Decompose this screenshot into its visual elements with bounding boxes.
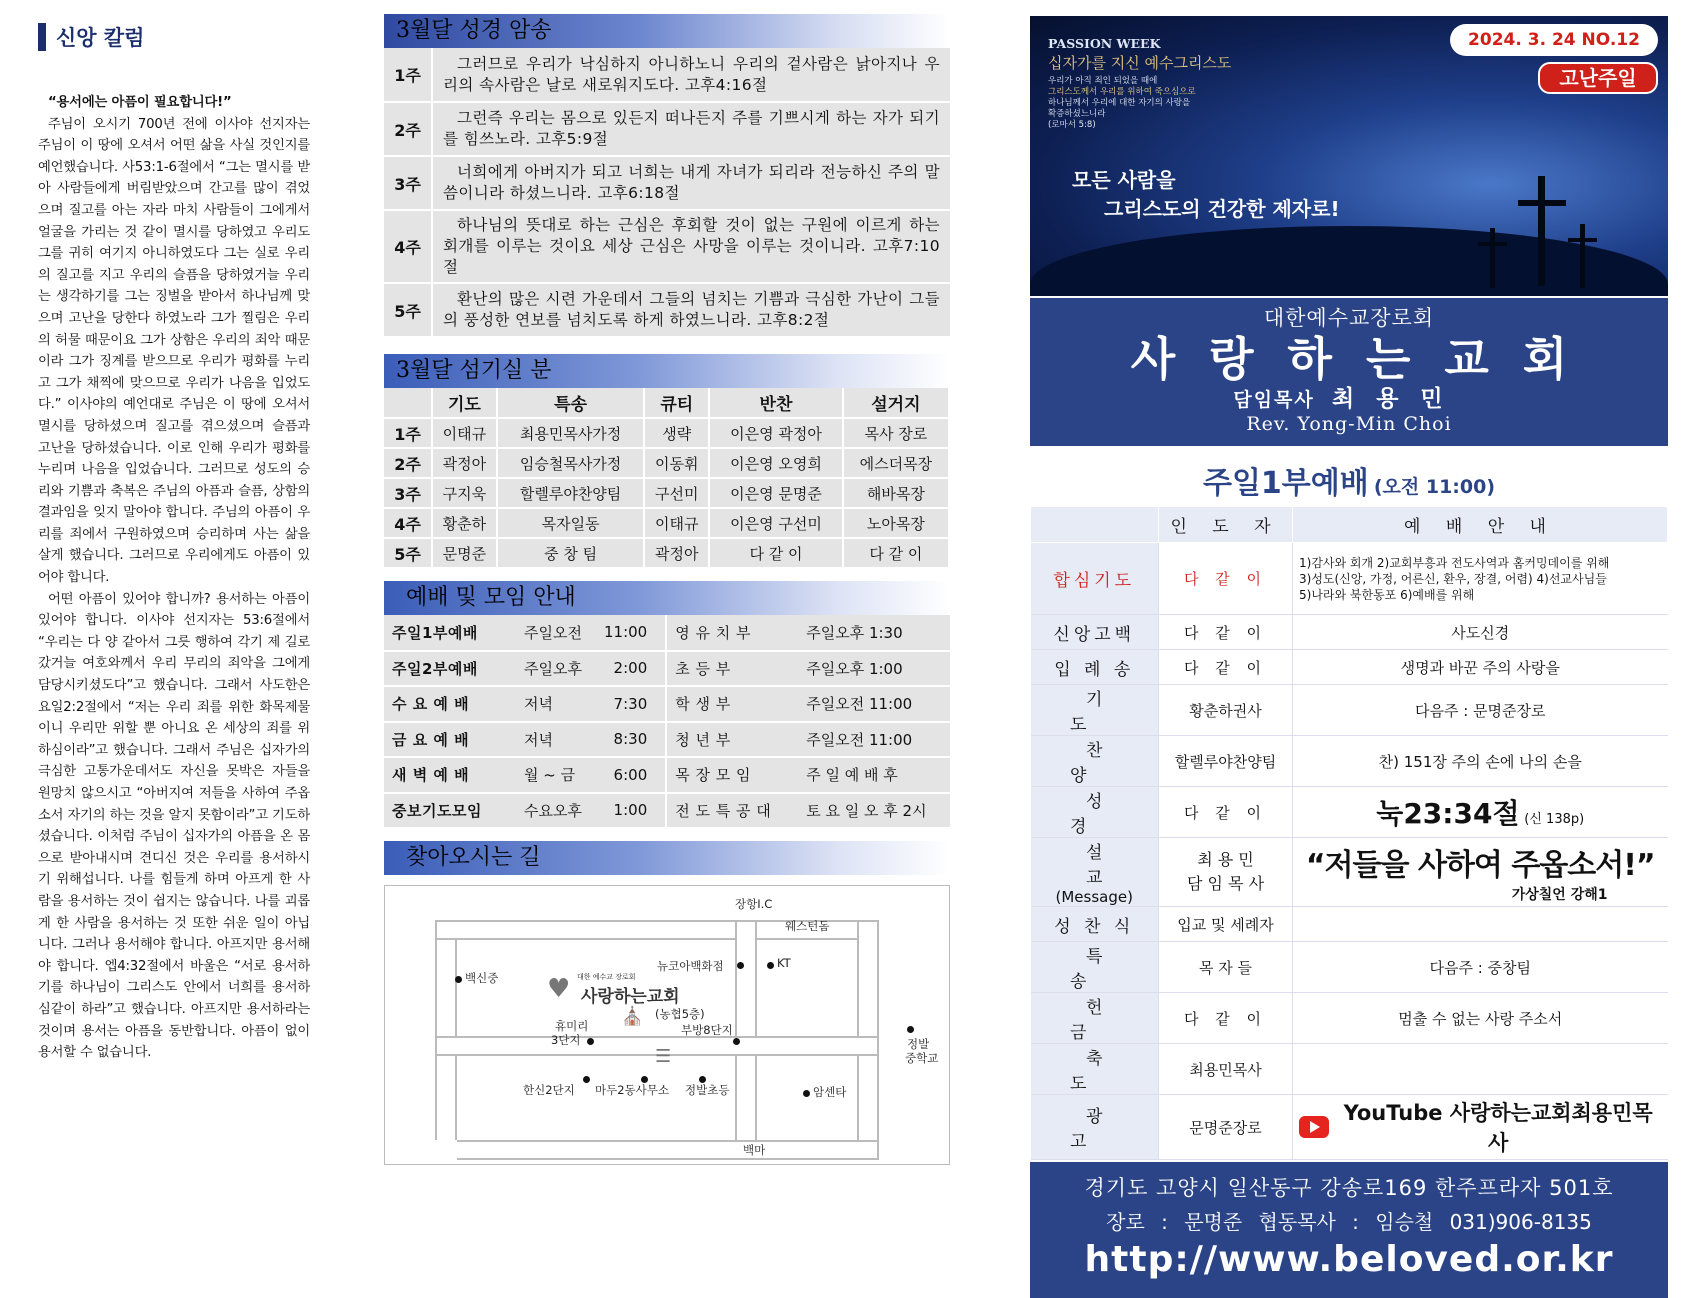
verses-heading: 3월달 성경 암송 [384,14,950,48]
map-label: 웨스턴돔 [785,919,830,933]
duty-cell: 생략 [644,418,709,448]
order-leader: 최용민목사 [1159,1044,1293,1095]
order-item: 설교 (Message) [1031,838,1159,907]
week-label: 5주 [384,283,432,337]
issue-date: 2024. 3. 24 NO.12 [1450,24,1658,56]
table-row [384,651,950,687]
meeting-time: 7:30 [596,686,666,722]
order-item: 특송 [1031,942,1159,993]
duty-cell: 해바목장 [843,478,949,508]
order-guide: 다음주 : 문명준장로 [1293,685,1668,736]
dept-name: 목 장 모 임 [666,757,798,793]
meeting-day: 저녁 [516,686,596,722]
table-row [384,418,949,448]
duty-cell: 에스더목장 [843,448,949,478]
dept-time: 주일오전 11:00 [798,722,950,758]
map-marker [737,962,744,969]
duty-cell: 곽정아 [432,448,497,478]
map-marker [733,1038,740,1045]
map-label: 장항I.C [735,897,773,911]
map-label: 휴미리 [555,1019,589,1033]
map-marker [455,976,462,983]
passion-week-label: PASSION WEEK [1048,36,1161,51]
duty-cell: 노아목장 [843,508,949,538]
dept-name: 전 도 특 공 대 [666,793,798,829]
order-leader: 다 같 이 [1159,543,1293,615]
order-leader: 다 같 이 [1159,650,1293,685]
hill-silhouette [1030,226,1668,296]
map-label: 정발 [907,1037,930,1051]
map-road [435,1140,879,1160]
map-marker [803,1090,810,1097]
table-row [384,508,949,538]
map-label: 3단지 [551,1033,581,1047]
meeting-day: 월 ~ 금 [516,757,596,793]
verse-text: 그런즉 우리는 몸으로 있든지 떠나든지 주를 기쁘시게 하는 자가 되기를 힘쓰노라. 고후5:9절 [432,102,950,156]
church-banner [1030,298,1668,446]
order-of-worship [1030,506,1668,1160]
table-row [1031,615,1668,650]
verse-text: 너희에게 아버지가 되고 너희는 내게 자녀가 되리라 전능하신 주의 말씀이니라 하셨느니라. 고후6:18절 [432,156,950,210]
order-item: 입 례 송 [1031,650,1159,685]
table-row [1031,787,1668,838]
sermon-series: 가상칠언 강해1 [1511,887,1608,903]
dove-logo-icon: ♥ [547,974,571,1004]
meeting-day: 주일오후 [516,651,596,687]
week-label: 1주 [384,48,432,102]
service-title: 주일1부예배 (오전 11:00) [1202,466,1496,501]
order-leader: 다 같 이 [1159,787,1293,838]
scripture-reference: 눅23:34절 [1376,797,1520,830]
map-marker [699,1076,706,1083]
week-label: 4주 [384,210,432,283]
map-label: KT [777,956,791,970]
order-leader: 목 자 들 [1159,942,1293,993]
youtube-icon [1299,1116,1329,1138]
duty-cell: 이은영 곽정아 [709,418,843,448]
cover-image [1030,16,1668,296]
duty-cell: 할렐루야찬양팀 [497,478,644,508]
week-label: 1주 [384,418,432,448]
pastor-english-name: Rev. Yong-Min Choi [1246,413,1452,435]
duty-header: 반찬 [709,388,843,418]
meeting-time: 2:00 [596,651,666,687]
order-leader: 문명준장로 [1159,1095,1293,1160]
schedule-heading: 예배 및 모임 안내 [384,581,950,615]
pastor-name: 최용민 [1332,386,1465,412]
order-item: 합심기도 [1031,543,1159,615]
order-leader: 다 같 이 [1159,615,1293,650]
week-label: 2주 [384,448,432,478]
cover-slogan: 모든 사람을 그리스도의 건강한 제자로! [1072,168,1340,221]
map-label: 암센타 [813,1085,847,1099]
map-marker [641,1076,648,1083]
table-row [384,538,949,568]
order-item: 찬양 [1031,736,1159,787]
directions-heading: 찾아오시는 길 [384,841,950,875]
table-row [1031,685,1668,736]
church-name: 사랑하는교회 [1130,332,1602,386]
essay-paragraph: 주님이 오시기 700년 전에 이사야 선지자는 주님이 이 땅에 오셔서 어떤 삶을 사실 것인지를 예언했습니다. 사53:1-6절에서 “그는 멸시를 받아 사람들에게 버림받았으며 간고를 많이 겪었으며 질고를 아는 자라 마치 사람들이 그에게서 얼굴을 가리는 것 같이 멸시를 당하였고 우리도 그를 귀히 여기지 아니하였도다 그는 실로 우리의 질고를 지고 우리의 슬픔을 당하였거늘 우리는 생각하기를 그는 징벌을 받아서 하나님께 맞으며 고난을 당한다 하였노라 그가 찔림은 우리의 허물 때문이요 그가 상함은 우리의 죄악 때문이라 그가 징계를 받으므로 우리가 평화를 누리고 그가 채찍에 맞으므로 우리가 나음을 입었도다.” 이사야의 예언대로 주님은 이 땅에 오셔서 멸시를 당하셨으며 질고를 겪으셨으며 슬픔과 고난을 당하셨습니다. 이로 인해 우리가 평화를 누리며 나음을 입었습니다. 그러므로 성도의 승리와 기쁨과 축복은 주님의 아픔과 슬픔, 상함의 결과임을 잊지 말아야 합니다. 주님의 아픔이 우리를 죄에서 구원하였으며 승리하며 사는 삶을 살게 했습니다. 그러므로 우리에게도 아픔이 있어야 합니다. [38,116,310,586]
map-label: (농협5층) [655,1007,705,1021]
order-item: 광고 [1031,1095,1159,1160]
duty-cell: 최용민목사가정 [497,418,644,448]
map-label: 백마 [743,1143,766,1157]
sunday-badge: 고난주일 [1538,62,1658,94]
info-column [384,14,950,1164]
table-row [1031,650,1668,685]
table-row [1031,907,1668,942]
table-row [384,793,950,829]
pastor-role: 담임목사 [1233,389,1315,411]
meeting-time: 8:30 [596,722,666,758]
duty-cell: 이은영 문명준 [709,478,843,508]
order-item: 성경 [1031,787,1159,838]
church-building-icon: ⛪ [621,1006,644,1027]
table-header-row [384,388,949,418]
order-guide: 찬) 151장 주의 손에 나의 손을 [1293,736,1668,787]
week-label: 4주 [384,508,432,538]
duty-header: 큐티 [644,388,709,418]
duty-cell: 곽정아 [644,538,709,568]
duty-header: 설거지 [843,388,949,418]
duty-header: 기도 [432,388,497,418]
table-row [384,102,950,156]
order-guide: 사도신경 [1293,615,1668,650]
dept-name: 학 생 부 [666,686,798,722]
meeting-time: 11:00 [596,615,666,651]
dept-name: 청 년 부 [666,722,798,758]
schedule-table [384,615,950,829]
church-subtitle: 대한 예수교 장로회 [577,973,636,981]
column-title: 신앙 칼럼 [38,22,310,52]
meeting-name: 수 요 예 배 [384,686,516,722]
dept-time: 토 요 일 오 후 2시 [798,793,950,829]
duty-cell: 이태규 [432,418,497,448]
scripture-page: (신 138p) [1524,812,1585,827]
meeting-day: 수요오후 [516,793,596,829]
table-row [1031,736,1668,787]
denomination: 대한예수교장로회 [1263,306,1435,330]
order-leader: 할렐루야찬양팀 [1159,736,1293,787]
order-leader: 입교 및 세례자 [1159,907,1293,942]
dept-time: 주일오후 1:30 [798,615,950,651]
duty-cell: 목사 장로 [843,418,949,448]
table-row [384,156,950,210]
verse-text: 그러므로 우리가 낙심하지 아니하노니 우리의 겉사람은 낡아지나 우리의 속사람은 날로 새로워지도다. 고후4:16절 [432,48,950,102]
meeting-time: 6:00 [596,757,666,793]
cover-verse: 우리가 아직 죄인 되었을 때에 그리스도께서 우리를 위하여 죽으심으로 하나님께서 우리에 대한 자기의 사랑을 확증하셨느니라 (로마서 5:8) [1048,76,1196,130]
table-row [1031,543,1668,615]
order-leader: 황춘하권사 [1159,685,1293,736]
duty-header: 특송 [497,388,644,418]
essay-paragraph: 어떤 아픔이 있어야 합니까? 용서하는 아픔이 있어야 합니다. 이사야 선지자는 53:6절에서 “우리는 다 양 같아서 그릇 행하여 각기 제 길로 갔거늘 여호와께서 우리 무리의 죄악을 그에게 담당시키셨도다”고 했습니다. 그래서 사도한은 요일2:2절에서 “저는 우리 죄를 위한 화목제물이니 우리만 위할 뿐 아니요 온 세상의 죄를 위하심이라”고 했습니다. 그래서 주님은 십자가의 극심한 고통가운데서도 자신을 못박은 자들을 원망치 않으시고 “아버지여 저들을 사하여 주옵소서 자기의 하는 것을 알지 못함이라”고 기도하셨습니다. 이처럼 주님이 십자가의 아픔을 온 몸으로 받아내시며 견디신 것은 우리를 용서하시기 위해섭니다. 나를 힘들게 하며 아프게 한 사람을 용서하는 것이 쉽지는 않습니다. 나를 괴롭게 한 사람을 용서하는 것 또한 쉬운 일이 아닙니다. 그러나 용서해야 합니다. 아프지만 용서해야 합니다. 엡4:32절에서 바울은 “서로 용서하기를 하나님이 그리스도 안에서 너희를 용서하심같이 하라”고 했습니다. 아프지만 용서하라는 것이며 용서는 아픔을 동반합니다. 아픔이 없이 용서할 수 없습니다. [38,591,310,1061]
order-guide [1293,1044,1668,1095]
order-header: 인 도 자 [1159,507,1293,543]
table-row [1031,838,1668,907]
meeting-day: 주일오전 [516,615,596,651]
meeting-name: 주일2부예배 [384,651,516,687]
essay [38,92,310,1064]
map-label: 중학교 [905,1051,939,1065]
map-road [435,1140,457,1160]
duty-cell: 이태규 [644,508,709,538]
order-guide [1293,907,1668,942]
duty-heading: 3월달 섬기실 분 [384,354,950,388]
week-label: 5주 [384,538,432,568]
table-row [384,210,950,283]
week-label: 2주 [384,102,432,156]
map-marker [907,1026,914,1033]
church-footer [1030,1162,1668,1298]
table-row [384,478,949,508]
order-guide [1293,1095,1668,1160]
order-guide [1293,787,1668,838]
duty-cell: 다 같 이 [843,538,949,568]
duty-cell: 구지욱 [432,478,497,508]
church-website-link[interactable]: http://www.beloved.or.kr [1084,1239,1614,1280]
order-guide: 멈출 수 없는 사랑 주소서 [1293,993,1668,1044]
order-header [1031,507,1159,543]
map-label: 뉴코아백화점 [657,959,724,973]
cross-title: 십자가를 지신 예수그리스도 [1048,54,1232,72]
crosswalk-icon: ☰ [655,1046,672,1067]
verses-table [384,48,950,338]
essay-title: “용서에는 아픔이 필요합니다!” [48,95,232,110]
duty-cell: 황춘하 [432,508,497,538]
table-row [384,283,950,337]
table-row [1031,942,1668,993]
order-guide: 다음주 : 중창팀 [1293,942,1668,993]
directions-map [384,885,950,1165]
duty-cell: 구선미 [644,478,709,508]
map-label: 정발초등 [685,1083,730,1097]
meeting-name: 새 벽 예 배 [384,757,516,793]
order-guide [1293,838,1668,907]
table-row [384,615,950,651]
church-address: 경기도 고양시 일산동구 강송로169 한주프라자 501호 [1084,1176,1614,1200]
duty-cell: 문명준 [432,538,497,568]
table-row [1031,993,1668,1044]
week-label: 3주 [384,478,432,508]
verse-text: 환난의 많은 시련 가운데서 그들의 넘치는 기쁨과 극심한 가난이 그들의 풍성한 연보를 넘치도록 하게 하였느니라. 고후8:2절 [432,283,950,337]
map-marker [587,1038,594,1045]
map-label: 한신2단지 [523,1083,575,1097]
order-item: 기도 [1031,685,1159,736]
order-item: 신앙고백 [1031,615,1159,650]
duty-cell: 이은영 오영희 [709,448,843,478]
dept-time: 주일오후 1:00 [798,651,950,687]
meeting-day: 저녁 [516,722,596,758]
week-label: 3주 [384,156,432,210]
verse-text: 하나님의 뜻대로 하는 근심은 후회할 것이 없는 구원에 이르게 하는 회개를 이루는 것이요 세상 근심은 사망을 이루는 것이니라. 고후7:10절 [432,210,950,283]
table-row [384,686,950,722]
table-header-row [1031,507,1668,543]
order-guide: 생명과 바꾼 주의 사랑을 [1293,650,1668,685]
table-row [384,448,949,478]
duty-cell: 중 창 팀 [497,538,644,568]
meeting-name: 중보기도모임 [384,793,516,829]
table-row [384,757,950,793]
meeting-time: 1:00 [596,793,666,829]
map-marker [767,962,774,969]
duty-cell: 목자일동 [497,508,644,538]
map-label: 백신중 [465,971,499,985]
table-row [384,48,950,102]
order-item: 축도 [1031,1044,1159,1095]
order-guide: 1)감사와 회개 2)교회부흥과 전도사역과 홈커밍데이를 위해 3)성도(신앙, 가정, 어른신, 환우, 장결, 어렴) 4)선교사님들 5)나라와 북한동포 6)예배를 위해 [1293,543,1668,615]
order-leader: 최 용 민 담 임 목 사 [1159,838,1293,907]
dept-time: 주일오전 11:00 [798,686,950,722]
duty-table [384,388,950,569]
church-logo-name: 사랑하는교회 [581,987,680,1007]
cover-column [1030,16,1668,1280]
faith-column [38,22,310,1172]
dept-time: 주 일 예 배 후 [798,757,950,793]
dept-name: 영 유 치 부 [666,615,798,651]
pastor-line [1030,386,1668,413]
order-leader: 다 같 이 [1159,993,1293,1044]
duty-cell: 이동휘 [644,448,709,478]
meeting-name: 주일1부예배 [384,615,516,651]
order-header: 예 배 안 내 [1293,507,1668,543]
map-label: 부방8단지 [681,1023,733,1037]
duty-header [384,388,432,418]
map-marker [583,1076,590,1083]
table-row [1031,1044,1668,1095]
dept-name: 초 등 부 [666,651,798,687]
church-staff: 장로 : 문명준 협동목사 : 임승철 031)906-8135 [1106,1210,1592,1234]
table-row [384,722,950,758]
table-row [1031,1095,1668,1160]
order-item: 성 찬 식 [1031,907,1159,942]
map-label: 마두2동사무소 [595,1083,669,1097]
order-item: 헌금 [1031,993,1159,1044]
duty-cell: 임승철목사가정 [497,448,644,478]
duty-cell: 다 같 이 [709,538,843,568]
sermon-title: “저들을 사하여 주옵소서!” [1305,848,1655,883]
duty-cell: 이은영 구선미 [709,508,843,538]
youtube-channel[interactable]: YouTube 사랑하는교회최용민목사 [1343,1101,1653,1155]
title-bar [38,23,46,51]
meeting-name: 금 요 예 배 [384,722,516,758]
